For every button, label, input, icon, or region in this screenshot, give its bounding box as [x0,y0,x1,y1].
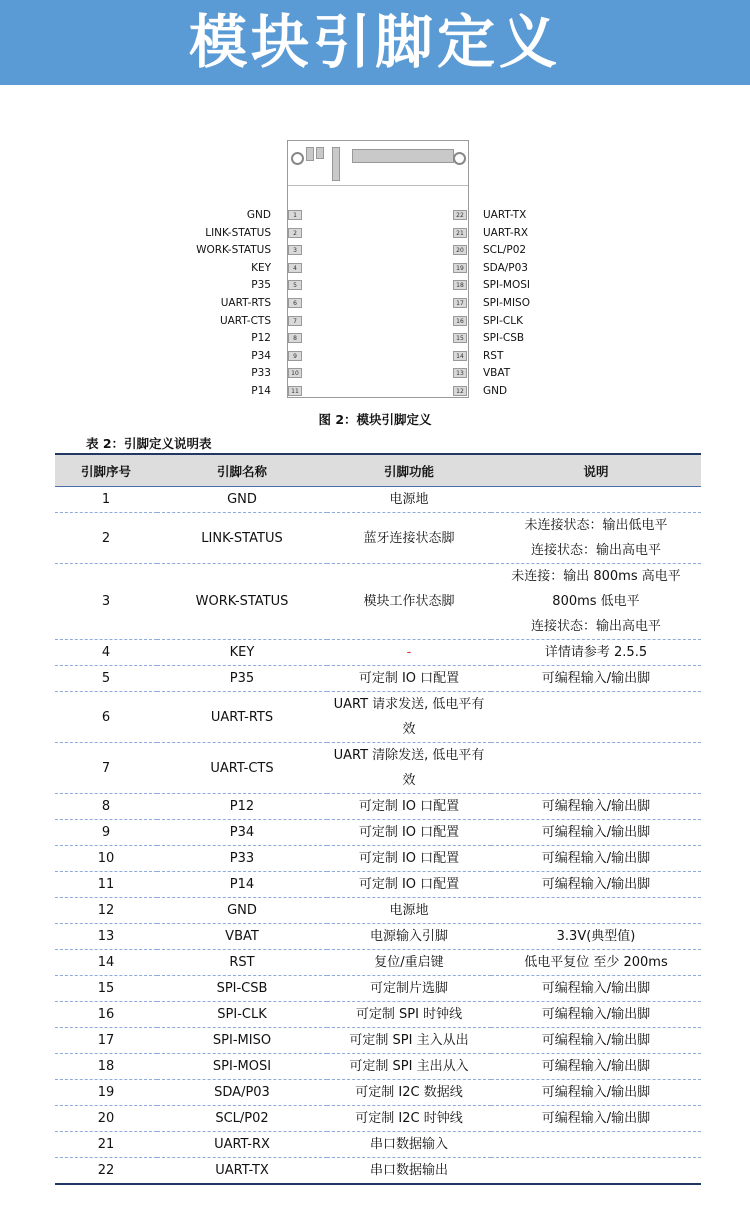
pin-table [55,453,701,1185]
cell-pin-name: SDA/P03 [157,1080,327,1106]
cell-description [491,1002,701,1028]
cell-pin-function [327,976,491,1002]
cell-description [491,924,701,950]
cell-pin-function [327,1158,491,1185]
cell-pin-name: SPI-MOSI [157,1054,327,1080]
cell-description [491,950,701,976]
header-pin-number: 引脚序号 [55,454,157,487]
cell-description [491,1106,701,1132]
module-diagram [287,140,469,398]
table-caption: 表 2：引脚定义说明表 [86,436,212,451]
pin-label: SDA/P03 [483,261,528,274]
cell-pin-name: WORK-STATUS [157,564,327,640]
cell-pin-name: GND [157,898,327,924]
cell-pin-number: 18 [55,1054,157,1080]
cell-description [491,743,701,794]
pin-label: GND [246,209,271,221]
figure-caption: 图 2：模块引脚定义 [318,412,432,427]
function-line: 模块工作状态脚 [363,594,455,609]
description-line: 可编程输入/输出脚 [541,799,651,814]
cell-description [491,564,701,640]
pin-label: SPI-MOSI [483,279,530,292]
cell-pin-number: 21 [55,1132,157,1158]
pin-label: LINK-STATUS [205,226,271,239]
function-line: 电源输入引脚 [369,929,448,944]
cell-pin-name: UART-RX [157,1132,327,1158]
cell-description [491,640,701,666]
pin-pad: 3 [288,245,302,255]
description-line: 可编程输入/输出脚 [541,671,651,686]
cell-pin-name: UART-RTS [157,692,327,743]
function-line: 复位/重启键 [374,955,444,970]
pin-label: VBAT [483,367,511,380]
cell-pin-name: UART-CTS [157,743,327,794]
pin-pad: 12 [453,386,467,396]
cell-description [491,846,701,872]
table-row [55,1132,701,1158]
cell-pin-function [327,1002,491,1028]
cell-description [491,794,701,820]
table-row [55,846,701,872]
pin-pad: 17 [453,298,467,308]
cell-pin-function [327,794,491,820]
antenna-pad [352,149,454,163]
description-line: 可编程输入/输出脚 [541,877,651,892]
pin-label: SPI-CLK [483,314,523,327]
pin-pad: 5 [288,280,302,290]
cell-pin-function [327,564,491,640]
function-line: 可定制 I2C 数据线 [355,1085,463,1100]
pin-label: P33 [251,367,271,380]
table-row [55,640,701,666]
cell-description [491,513,701,564]
function-line: 效 [402,773,416,788]
pin-pad: 19 [453,263,467,273]
pin-pad: 9 [288,351,302,361]
table-row [55,666,701,692]
cell-pin-function [327,872,491,898]
cell-pin-function [327,640,491,666]
pin-pad: 15 [453,333,467,343]
table-row [55,820,701,846]
cell-description [491,898,701,924]
description-line: 未连接：输出 800ms 高电平 [511,569,681,584]
cell-description [491,820,701,846]
description-line: 可编程输入/输出脚 [541,1033,651,1048]
table-row [55,924,701,950]
function-line: 可定制 IO 口配置 [358,799,460,814]
pin-pad: 14 [453,351,467,361]
cell-description [491,1132,701,1158]
cell-pin-name: P14 [157,872,327,898]
cell-pin-number: 16 [55,1002,157,1028]
function-line: 可定制 IO 口配置 [358,877,460,892]
pin-label: UART-TX [483,209,527,221]
cell-pin-number: 8 [55,794,157,820]
cell-description [491,692,701,743]
cell-pin-name: SPI-CLK [157,1002,327,1028]
antenna-trace [306,147,314,161]
cell-pin-function [327,1106,491,1132]
function-line: 可定制 IO 口配置 [358,825,460,840]
pin-pad: 18 [453,280,467,290]
pin-label: P35 [251,279,271,292]
function-line: 可定制片选脚 [369,981,448,996]
function-line: 可定制 SPI 时钟线 [355,1007,463,1022]
function-line: 效 [402,722,416,737]
cell-pin-number: 20 [55,1106,157,1132]
pin-label: SCL/P02 [483,244,527,257]
table-header-row [55,454,701,487]
header-pin-function: 引脚功能 [327,454,491,487]
cell-pin-name: SPI-CSB [157,976,327,1002]
cell-pin-number: 12 [55,898,157,924]
description-line: 未连接状态：输出低电平 [524,518,668,533]
cell-pin-function [327,666,491,692]
description-line: 可编程输入/输出脚 [541,825,651,840]
pin-pad: 2 [288,228,302,238]
cell-pin-function [327,820,491,846]
description-line: 可编程输入/输出脚 [541,981,651,996]
table-row [55,1080,701,1106]
cell-pin-function [327,898,491,924]
cell-pin-function [327,924,491,950]
cell-pin-name: P35 [157,666,327,692]
table-row [55,950,701,976]
function-line: 可定制 IO 口配置 [358,671,460,686]
cell-pin-number: 17 [55,1028,157,1054]
pin-label: WORK-STATUS [196,244,271,257]
table-row [55,976,701,1002]
cell-description [491,872,701,898]
function-line: 可定制 IO 口配置 [358,851,460,866]
pin-pad: 8 [288,333,302,343]
cell-pin-number: 14 [55,950,157,976]
cell-pin-name: KEY [157,640,327,666]
cell-pin-number: 7 [55,743,157,794]
function-line: 串口数据输出 [369,1163,448,1178]
pin-pad: 1 [288,210,302,220]
pin-label: UART-CTS [219,314,271,327]
pin-label: SPI-CSB [483,332,525,345]
cell-pin-function [327,1132,491,1158]
description-line: 连接状态：输出高电平 [530,619,661,634]
cell-pin-name: UART-TX [157,1158,327,1185]
pin-pad: 20 [453,245,467,255]
cell-pin-name: GND [157,487,327,513]
table-row [55,1054,701,1080]
pin-label: UART-RTS [220,297,271,309]
cell-pin-number: 9 [55,820,157,846]
antenna-trace [316,147,324,159]
table-row [55,1158,701,1185]
cell-pin-name: LINK-STATUS [157,513,327,564]
cell-description [491,1158,701,1185]
function-line: 可定制 SPI 主出从入 [349,1059,469,1074]
pin-pad: 10 [288,368,302,378]
description-line: 可编程输入/输出脚 [541,1007,651,1022]
cell-pin-name: P12 [157,794,327,820]
cell-pin-number: 10 [55,846,157,872]
function-line: - [406,645,412,660]
cell-pin-name: P33 [157,846,327,872]
function-line: 串口数据输入 [369,1137,448,1152]
cell-pin-number: 1 [55,487,157,513]
cell-pin-function [327,1028,491,1054]
cell-pin-number: 15 [55,976,157,1002]
pin-label: SPI-MISO [483,297,530,309]
cell-pin-name: P34 [157,820,327,846]
cell-pin-number: 3 [55,564,157,640]
pin-pad: 4 [288,263,302,273]
table-row [55,1002,701,1028]
cell-pin-number: 11 [55,872,157,898]
function-line: 电源地 [389,903,429,918]
description-line: 可编程输入/输出脚 [541,1059,651,1074]
page-title: 模块引脚定义 [188,8,561,76]
description-line: 800ms 低电平 [552,594,640,609]
cell-pin-number: 4 [55,640,157,666]
function-line: UART 清除发送, 低电平有 [333,748,485,763]
table-row [55,898,701,924]
pin-label: P14 [251,385,271,397]
function-line: 可定制 SPI 主入从出 [349,1033,469,1048]
description-line: 可编程输入/输出脚 [541,1111,651,1126]
function-line: 蓝牙连接状态脚 [363,530,455,546]
pin-label: P12 [251,332,271,345]
description-line: 低电平复位 至少 200ms [524,955,668,970]
cell-description [491,1028,701,1054]
cell-pin-number: 13 [55,924,157,950]
pin-label: KEY [251,261,271,274]
table-row [55,564,701,640]
pin-label: RST [483,349,504,362]
cell-pin-function [327,846,491,872]
cell-description [491,666,701,692]
cell-pin-function [327,487,491,513]
pin-pad: 13 [453,368,467,378]
table-row [55,692,701,743]
cell-pin-number: 5 [55,666,157,692]
cell-pin-number: 22 [55,1158,157,1185]
cell-pin-function [327,513,491,564]
cell-description [491,487,701,513]
table-row [55,1106,701,1132]
table-row [55,513,701,564]
cell-pin-name: SCL/P02 [157,1106,327,1132]
mount-hole-left [291,152,304,165]
cell-pin-function [327,743,491,794]
pin-label: UART-RX [483,226,529,239]
cell-description [491,976,701,1002]
cell-description [491,1054,701,1080]
antenna-area [288,141,468,186]
antenna-trace [332,147,340,181]
cell-pin-name: RST [157,950,327,976]
pin-pad: 11 [288,386,302,396]
function-line: 电源地 [389,492,429,507]
table-row [55,743,701,794]
cell-pin-function [327,1054,491,1080]
pin-pad: 6 [288,298,302,308]
pin-label: GND [483,385,508,397]
cell-pin-function [327,692,491,743]
pin-pad: 21 [453,228,467,238]
header-pin-name: 引脚名称 [157,454,327,487]
header-banner [0,0,750,85]
description-line: 可编程输入/输出脚 [541,1085,651,1100]
pin-pad: 22 [453,210,467,220]
cell-pin-name: SPI-MISO [157,1028,327,1054]
table-row [55,1028,701,1054]
pin-label: P34 [251,349,271,362]
pin-pad: 7 [288,316,302,326]
cell-pin-number: 19 [55,1080,157,1106]
table-row [55,872,701,898]
description-line: 可编程输入/输出脚 [541,851,651,866]
table-row [55,794,701,820]
mount-hole-right [453,152,466,165]
header-description: 说明 [491,454,701,487]
description-line: 3.3V(典型值) [556,929,636,944]
function-line: 可定制 I2C 时钟线 [355,1111,463,1126]
table-row [55,487,701,513]
description-line: 连接状态：输出高电平 [530,543,661,558]
pin-pad: 16 [453,316,467,326]
cell-pin-function [327,1080,491,1106]
function-line: UART 请求发送, 低电平有 [333,697,485,712]
cell-pin-number: 6 [55,692,157,743]
cell-pin-function [327,950,491,976]
cell-pin-name: VBAT [157,924,327,950]
cell-pin-number: 2 [55,513,157,564]
cell-description [491,1080,701,1106]
description-line: 详情请参考 2.5.5 [544,645,648,660]
